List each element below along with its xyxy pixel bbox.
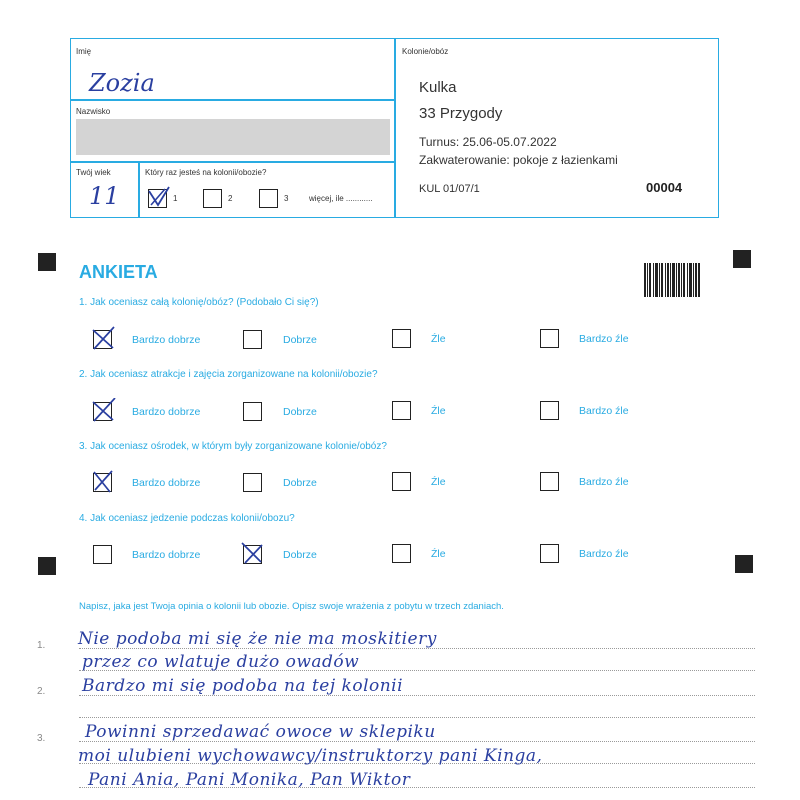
check-x-icon — [145, 185, 171, 211]
opinion-line-5[interactable]: moi ulubieni wychowawcy/instruktorzy pani Kinga, — [78, 746, 543, 766]
surname-row-divider — [71, 161, 395, 163]
registration-mark-bottom-left — [38, 557, 56, 575]
q4-option-dobrze[interactable] — [243, 545, 262, 564]
camp-label: Kolonie/obóz — [402, 47, 449, 56]
q2-option-dobrze[interactable] — [243, 402, 262, 421]
q2-option-bardzo-dobrze[interactable] — [93, 402, 112, 421]
header-box — [70, 38, 719, 218]
opinion-number-1: 1. — [37, 640, 46, 651]
check-x-icon — [90, 398, 116, 424]
times-checkbox-2[interactable] — [203, 189, 222, 208]
question-4: 4. Jak oceniasz jedzenie podczas kolonii/obozu? — [79, 513, 295, 524]
q1-option-dobrze[interactable] — [243, 330, 262, 349]
q2-label-bardzo-dobrze: Bardzo dobrze — [132, 406, 201, 418]
q1-label-bardzo-zle: Bardzo źle — [579, 333, 629, 345]
opinion-line-4[interactable]: Powinni sprzedawać owoce w sklepiku — [85, 722, 436, 742]
times-option-3: 3 — [284, 194, 289, 203]
q1-label-dobrze: Dobrze — [283, 334, 317, 346]
q3-label-zle: Źle — [431, 476, 446, 488]
surname-label: Nazwisko — [76, 107, 111, 116]
form-number: 00004 — [646, 180, 683, 195]
registration-mark-top-right — [733, 250, 751, 268]
opinion-line-6[interactable]: Pani Ania, Pani Monika, Pan Wiktor — [88, 770, 411, 790]
surname-redacted-field — [76, 119, 390, 155]
q4-option-bardzo-zle[interactable] — [540, 544, 559, 563]
check-x-icon — [90, 469, 116, 495]
q3-label-dobrze: Dobrze — [283, 477, 317, 489]
q1-option-zle[interactable] — [392, 329, 411, 348]
times-more-label: więcej, ile ............ — [309, 194, 373, 203]
registration-mark-top-left — [38, 253, 56, 271]
q1-label-bardzo-dobrze: Bardzo dobrze — [132, 334, 201, 346]
times-option-1: 1 — [173, 194, 178, 203]
q3-option-zle[interactable] — [392, 472, 411, 491]
question-1: 1. Jak oceniasz całą kolonię/obóz? (Podobało Ci się?) — [79, 297, 319, 308]
age-divider — [138, 161, 140, 217]
name-label: Imię — [76, 47, 92, 56]
q4-option-bardzo-dobrze[interactable] — [93, 545, 112, 564]
q1-option-bardzo-zle[interactable] — [540, 329, 559, 348]
q4-label-dobrze: Dobrze — [283, 549, 317, 561]
opinion-line-3[interactable]: Bardzo mi się podoba na tej kolonii — [82, 676, 404, 696]
q3-option-bardzo-dobrze[interactable] — [93, 473, 112, 492]
opinion-line-2[interactable]: przez co wlatuje dużo owadów — [82, 652, 360, 672]
check-x-icon — [240, 541, 266, 567]
opinion-number-2: 2. — [37, 686, 46, 697]
q4-option-zle[interactable] — [392, 544, 411, 563]
barcode-icon — [644, 263, 700, 297]
q4-label-bardzo-dobrze: Bardzo dobrze — [132, 549, 201, 561]
q4-label-zle: Źle — [431, 548, 446, 560]
header-divider — [394, 39, 396, 217]
q3-option-bardzo-zle[interactable] — [540, 472, 559, 491]
times-label: Który raz jesteś na kolonii/obozie? — [145, 168, 267, 177]
registration-mark-bottom-right — [735, 555, 753, 573]
camp-code: KUL 01/07/1 — [419, 183, 480, 195]
age-label: Twój wiek — [76, 168, 111, 177]
age-value[interactable]: 11 — [89, 182, 120, 210]
q3-label-bardzo-dobrze: Bardzo dobrze — [132, 477, 201, 489]
times-option-2: 2 — [228, 194, 233, 203]
q2-label-bardzo-zle: Bardzo źle — [579, 405, 629, 417]
check-x-icon — [90, 326, 116, 352]
survey-title: ANKIETA — [79, 262, 158, 282]
name-value[interactable]: Zozia — [89, 69, 155, 97]
camp-program: 33 Przygody — [419, 105, 503, 122]
question-2: 2. Jak oceniasz atrakcje i zajęcia zorganizowane na kolonii/obozie? — [79, 369, 378, 380]
opinion-number-3: 3. — [37, 733, 46, 744]
question-3: 3. Jak oceniasz ośrodek, w którym były zorganizowane kolonie/obóz? — [79, 441, 387, 452]
q3-label-bardzo-zle: Bardzo źle — [579, 476, 629, 488]
camp-name: Kulka — [419, 79, 457, 96]
q1-label-zle: Źle — [431, 333, 446, 345]
turnus-dates: Turnus: 25.06-05.07.2022 — [419, 135, 557, 149]
q2-option-zle[interactable] — [392, 401, 411, 420]
times-checkbox-3[interactable] — [259, 189, 278, 208]
q2-label-dobrze: Dobrze — [283, 406, 317, 418]
q3-option-dobrze[interactable] — [243, 473, 262, 492]
opinion-prompt: Napisz, jaka jest Twoja opinia o kolonii lub obozie. Opisz swoje wrażenia z pobytu w trzech zdaniach. — [79, 601, 504, 612]
q2-label-zle: Źle — [431, 405, 446, 417]
q2-option-bardzo-zle[interactable] — [540, 401, 559, 420]
name-row-divider — [71, 99, 395, 101]
q1-option-bardzo-dobrze[interactable] — [93, 330, 112, 349]
answer-line — [79, 717, 755, 718]
q4-label-bardzo-zle: Bardzo źle — [579, 548, 629, 560]
times-checkbox-1[interactable] — [148, 189, 167, 208]
opinion-line-1[interactable]: Nie podoba mi się że nie ma moskitiery — [78, 629, 437, 649]
accommodation: Zakwaterowanie: pokoje z łazienkami — [419, 153, 618, 167]
